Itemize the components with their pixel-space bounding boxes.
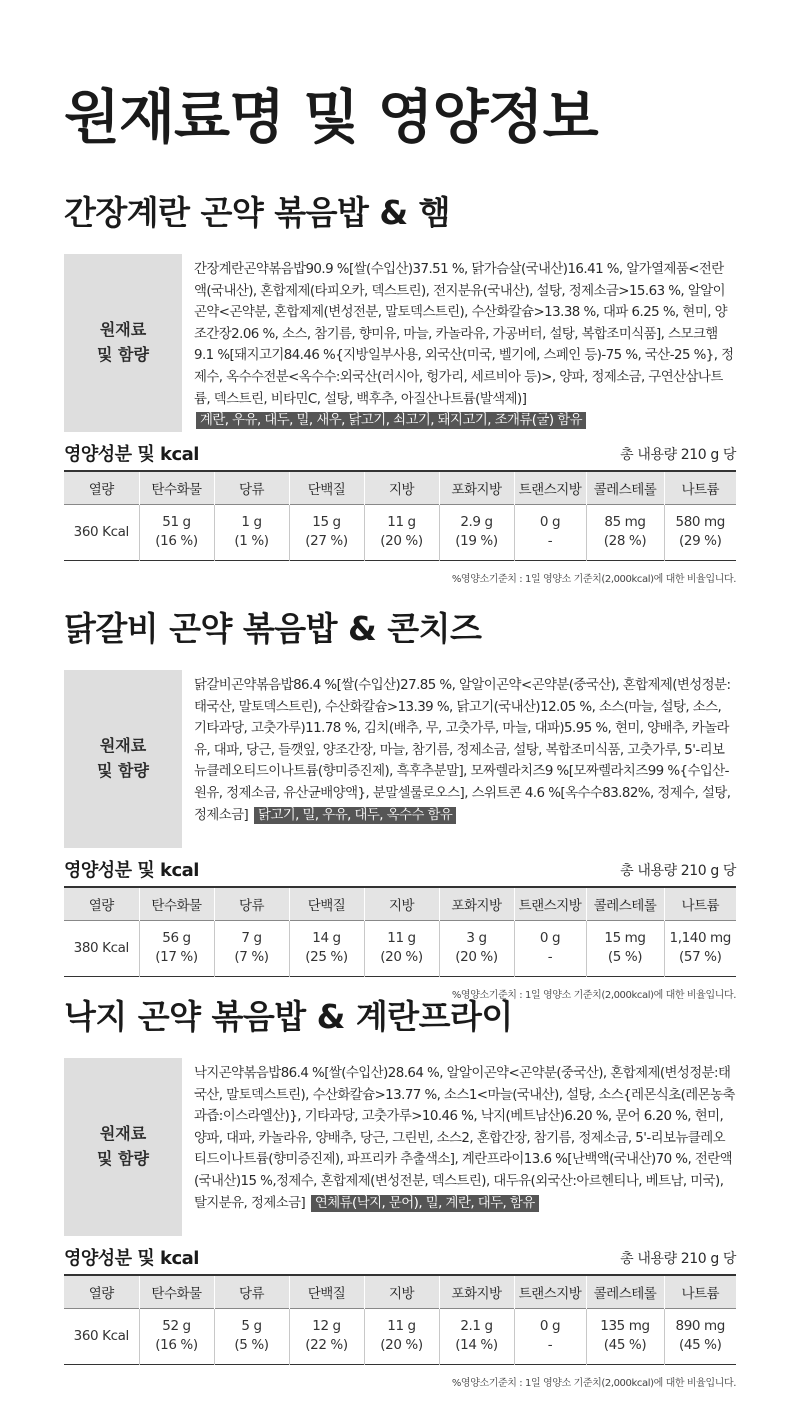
table-header-cell: 포화지방	[439, 1275, 514, 1308]
table-header-cell: 지방	[364, 887, 439, 920]
table-header-cell: 나트륨	[664, 471, 736, 504]
nutrient-percent: (1 %)	[234, 533, 269, 549]
table-header-cell: 당류	[214, 471, 289, 504]
nutrition-header	[64, 440, 736, 466]
nutrition-table	[64, 886, 736, 977]
product-section	[64, 609, 736, 1001]
product-section	[64, 997, 736, 1389]
nutrient-amount: 1,140 mg	[669, 930, 731, 946]
table-header-row	[64, 1275, 736, 1308]
table-header-cell: 나트륨	[664, 1275, 736, 1308]
nutrient-percent: (17 %)	[155, 949, 198, 965]
ingredients-body: 낙지곤약볶음밥86.4 %[쌀(수입산)28.64 %, 알알이곤약<곤약분(중국산), 혼합제제(변성정분:태국산, 말토덱스트린), 수산화칼슘>13.77 %, 소스1<마늘(국내산), 설탕, 소스{레몬식초(레몬농축과즙:이스라엘산)}, 기타과당, 고춧가루>10.46 %, 낙지(베트남산)6.20 %, 문어 6.20 %, 현미, 양파, 대파, 카놀라유, 양배추, 당근, 그린빈, 소스2, 혼합간장, 참기름, 정제소금, 5'-리보뉴클레오티드이나트륨(향미증진제), 파프리카 추출색소], 계란프라이13.6 %[난백액(국내산)70 %, 전란액(국내산)15 %,정제수, 혼합제제(변성전분, 덱스트린), 대두유(외국산:아르헨티나, 베트남, 미국), 탈지분유, 정제소금]	[194, 1066, 735, 1211]
nutrient-percent: (14 %)	[455, 1337, 498, 1353]
nutrient-amount: 2.9 g	[460, 514, 493, 530]
nutrient-cell	[289, 1308, 364, 1364]
ingredients-label	[64, 254, 182, 432]
nutrient-cell	[514, 920, 586, 976]
nutrient-percent: (27 %)	[305, 533, 348, 549]
total-content: 총 내용량 210 g 당	[620, 447, 736, 463]
nutrient-amount: 85 mg	[604, 514, 646, 530]
nutrient-amount: 5 g	[241, 1318, 262, 1334]
nutrient-cell	[586, 920, 664, 976]
table-header-cell: 탄수화물	[139, 1275, 214, 1308]
ingredients-label	[64, 670, 182, 848]
table-row	[64, 504, 736, 560]
ingredients-label-line2: 및 함량	[97, 345, 149, 364]
nutrition-header	[64, 856, 736, 882]
nutrient-percent: (20 %)	[380, 1337, 423, 1353]
nutrient-percent: (7 %)	[234, 949, 269, 965]
table-header-cell: 지방	[364, 471, 439, 504]
nutrient-percent: (5 %)	[607, 949, 643, 965]
nutrient-amount: 15 g	[312, 514, 341, 530]
nutrient-amount: 15 mg	[604, 930, 646, 946]
nutrient-amount: 11 g	[387, 514, 416, 530]
table-header-cell: 탄수화물	[139, 471, 214, 504]
nutrient-cell	[364, 504, 439, 560]
table-header-cell: 단백질	[289, 1275, 364, 1308]
nutrient-cell	[514, 504, 586, 560]
nutrient-percent: (20 %)	[380, 949, 423, 965]
nutrient-amount: 7 g	[241, 930, 262, 946]
nutrient-percent: (19 %)	[455, 533, 498, 549]
nutrition-title: 영양성분 및 kcal	[64, 444, 199, 465]
calories-cell: 380 Kcal	[64, 920, 139, 976]
nutrient-amount: 52 g	[162, 1318, 191, 1334]
table-header-cell: 포화지방	[439, 887, 514, 920]
table-header-row	[64, 887, 736, 920]
nutrition-header	[64, 1244, 736, 1270]
nutrient-cell	[439, 504, 514, 560]
table-header-cell: 콜레스테롤	[586, 887, 664, 920]
nutrient-amount: 0 g	[539, 514, 561, 530]
table-header-cell: 열량	[64, 1275, 139, 1308]
table-row	[64, 1308, 736, 1364]
allergen-badge: 계란, 우유, 대두, 밀, 새우, 닭고기, 쇠고기, 돼지고기, 조개류(굴) 함유	[196, 412, 586, 429]
ingredients-label-line2: 및 함량	[97, 1149, 149, 1168]
product-title: 간장계란 곤약 볶음밥 & 햄	[64, 193, 451, 232]
table-header-cell: 열량	[64, 471, 139, 504]
nutrient-cell	[664, 1308, 736, 1364]
nutrient-cell	[214, 920, 289, 976]
nutrient-cell	[214, 504, 289, 560]
footnote: %영양소기준치 : 1일 영양소 기준치(2,000kcal)에 대한 비율입니다.	[451, 573, 736, 585]
table-header-row	[64, 471, 736, 504]
ingredients-text	[182, 1058, 736, 1236]
nutrient-amount: 135 mg	[600, 1318, 650, 1334]
nutrition-table	[64, 470, 736, 561]
page-title: 원재료명 및 영양정보	[64, 83, 598, 151]
nutrient-cell	[364, 1308, 439, 1364]
nutrient-percent: -	[547, 949, 553, 965]
footnote: %영양소기준치 : 1일 영양소 기준치(2,000kcal)에 대한 비율입니다.	[451, 989, 736, 1001]
ingredients-text	[182, 254, 736, 432]
nutrient-amount: 3 g	[466, 930, 487, 946]
table-header-cell: 콜레스테롤	[586, 1275, 664, 1308]
nutrient-amount: 51 g	[162, 514, 191, 530]
nutrient-cell	[289, 504, 364, 560]
nutrient-percent: (45 %)	[603, 1337, 647, 1353]
nutrition-title: 영양성분 및 kcal	[64, 1248, 199, 1269]
nutrient-percent: (22 %)	[305, 1337, 348, 1353]
ingredients-label-line1: 원재료	[99, 320, 147, 340]
table-header-cell: 당류	[214, 887, 289, 920]
nutrient-amount: 0 g	[539, 1318, 561, 1334]
total-content: 총 내용량 210 g 당	[620, 863, 736, 879]
table-header-cell: 단백질	[289, 887, 364, 920]
ingredients-label-line1: 원재료	[99, 736, 147, 756]
nutrient-cell	[139, 1308, 214, 1364]
footnote: %영양소기준치 : 1일 영양소 기준치(2,000kcal)에 대한 비율입니다.	[451, 1377, 736, 1389]
nutrient-amount: 1 g	[241, 514, 262, 530]
nutrient-percent: (20 %)	[455, 949, 498, 965]
ingredients-label-line1: 원재료	[99, 1124, 147, 1144]
table-row	[64, 920, 736, 976]
nutrient-percent: (16 %)	[155, 1337, 198, 1353]
nutrition-title: 영양성분 및 kcal	[64, 860, 199, 881]
nutrient-cell	[439, 920, 514, 976]
table-header-cell: 트랜스지방	[514, 887, 586, 920]
nutrient-cell	[214, 1308, 289, 1364]
nutrient-cell	[664, 920, 736, 976]
table-header-cell: 단백질	[289, 471, 364, 504]
nutrient-percent: -	[547, 533, 553, 549]
nutrient-cell	[439, 1308, 514, 1364]
nutrient-percent: (45 %)	[679, 1337, 722, 1353]
total-content: 총 내용량 210 g 당	[620, 1251, 736, 1267]
nutrient-amount: 12 g	[312, 1318, 341, 1334]
nutrient-amount: 0 g	[539, 930, 561, 946]
calories-cell: 360 Kcal	[64, 1308, 139, 1364]
ingredients-row	[64, 254, 736, 432]
nutrient-amount: 11 g	[387, 1318, 416, 1334]
ingredients-row	[64, 670, 736, 848]
nutrient-cell	[364, 920, 439, 976]
nutrient-cell	[139, 920, 214, 976]
nutrient-amount: 11 g	[387, 930, 416, 946]
nutrient-percent: (25 %)	[305, 949, 348, 965]
ingredients-label-line2: 및 함량	[97, 761, 149, 780]
nutrient-cell	[289, 920, 364, 976]
table-header-cell: 트랜스지방	[514, 1275, 586, 1308]
table-header-cell: 트랜스지방	[514, 471, 586, 504]
nutrient-cell	[664, 504, 736, 560]
nutrient-percent: (5 %)	[234, 1337, 269, 1353]
nutrient-amount: 56 g	[162, 930, 191, 946]
ingredients-body: 간장계란곤약볶음밥90.9 %[쌀(수입산)37.51 %, 닭가슴살(국내산)16.41 %, 알가열제품<전란액(국내산), 혼합제제(타피오카, 덱스트린), 전지분유(국내산), 설탕, 정제소금>15.63 %, 알알이곤약<곤약분, 혼합제제(변성전분, 말토덱스트린), 수산화칼슘>13.38 %, 대파 6.25 %, 현미, 양조간장2.06 %, 소스, 참기름, 향미유, 마늘, 카놀라유, 가공버터, 설탕, 복합조미식품], 스모크햄9.1 %[돼지고기84.46 %{지방일부사용, 외국산(미국, 벨기에, 스페인 등)-75 %, 국산-25 %}, 정제수, 옥수수전분<옥수수:외국산(러시아, 헝가리, 세르비아 등)>, 양파, 정제소금, 구연산삼나트륨, 덱스트린, 비타민C, 설탕, 백후추, 아질산나트륨(발색제)]	[194, 262, 734, 407]
nutrient-percent: -	[547, 1337, 553, 1353]
table-header-cell: 나트륨	[664, 887, 736, 920]
nutrition-table	[64, 1274, 736, 1365]
nutrient-percent: (57 %)	[679, 949, 722, 965]
nutrient-cell	[586, 504, 664, 560]
table-header-cell: 열량	[64, 887, 139, 920]
table-header-cell: 탄수화물	[139, 887, 214, 920]
nutrient-percent: (28 %)	[603, 533, 647, 549]
table-header-cell: 당류	[214, 1275, 289, 1308]
ingredients-label	[64, 1058, 182, 1236]
nutrient-cell	[514, 1308, 586, 1364]
ingredients-text	[182, 670, 736, 848]
calories-cell: 360 Kcal	[64, 504, 139, 560]
nutrient-amount: 890 mg	[675, 1318, 725, 1334]
product-section	[64, 193, 736, 585]
nutrient-percent: (20 %)	[380, 533, 423, 549]
ingredients-row	[64, 1058, 736, 1236]
allergen-badge: 닭고기, 밀, 우유, 대두, 옥수수 함유	[254, 807, 456, 824]
nutrient-cell	[586, 1308, 664, 1364]
ingredients-body: 닭갈비곤약볶음밥86.4 %[쌀(수입산)27.85 %, 알알이곤약<곤약분(중국산), 혼합제제(변성정분:태국산, 말토덱스트린), 수산화칼슘>13.39 %, 닭고기(국내산)12.05 %, 소스(마늘, 설탕, 소스, 기타과당, 고춧가루)11.78 %, 김치(배추, 무, 고춧가루, 마늘, 대파)5.95 %, 현미, 양배추, 카놀라유, 대파, 당근, 들깻잎, 양조간장, 마늘, 참기름, 정제소금, 설탕, 복합조미식품, 고춧가루, 5'-리보뉴클레오티드이나트륨(향미증진제), 흑후추분말], 모짜렐라치즈9 %[모짜렐라치즈99 %{수입산-원유, 정제소금, 유산균배양액}, 분말셀룰로오스], 스위트콘 4.6 %[옥수수83.82%, 정제수, 설탕, 정제소금]	[194, 678, 731, 823]
table-header-cell: 콜레스테롤	[586, 471, 664, 504]
nutrient-percent: (16 %)	[155, 533, 198, 549]
nutrient-amount: 580 mg	[675, 514, 725, 530]
table-header-cell: 포화지방	[439, 471, 514, 504]
nutrient-cell	[139, 504, 214, 560]
nutrient-amount: 14 g	[312, 930, 341, 946]
nutrient-amount: 2.1 g	[460, 1318, 493, 1334]
table-header-cell: 지방	[364, 1275, 439, 1308]
product-title: 닭갈비 곤약 볶음밥 & 콘치즈	[64, 609, 482, 648]
allergen-badge: 연체류(낙지, 문어), 밀, 계란, 대두, 함유	[311, 1195, 539, 1212]
product-title: 낙지 곤약 볶음밥 & 계란프라이	[64, 997, 513, 1036]
nutrient-percent: (29 %)	[679, 533, 722, 549]
